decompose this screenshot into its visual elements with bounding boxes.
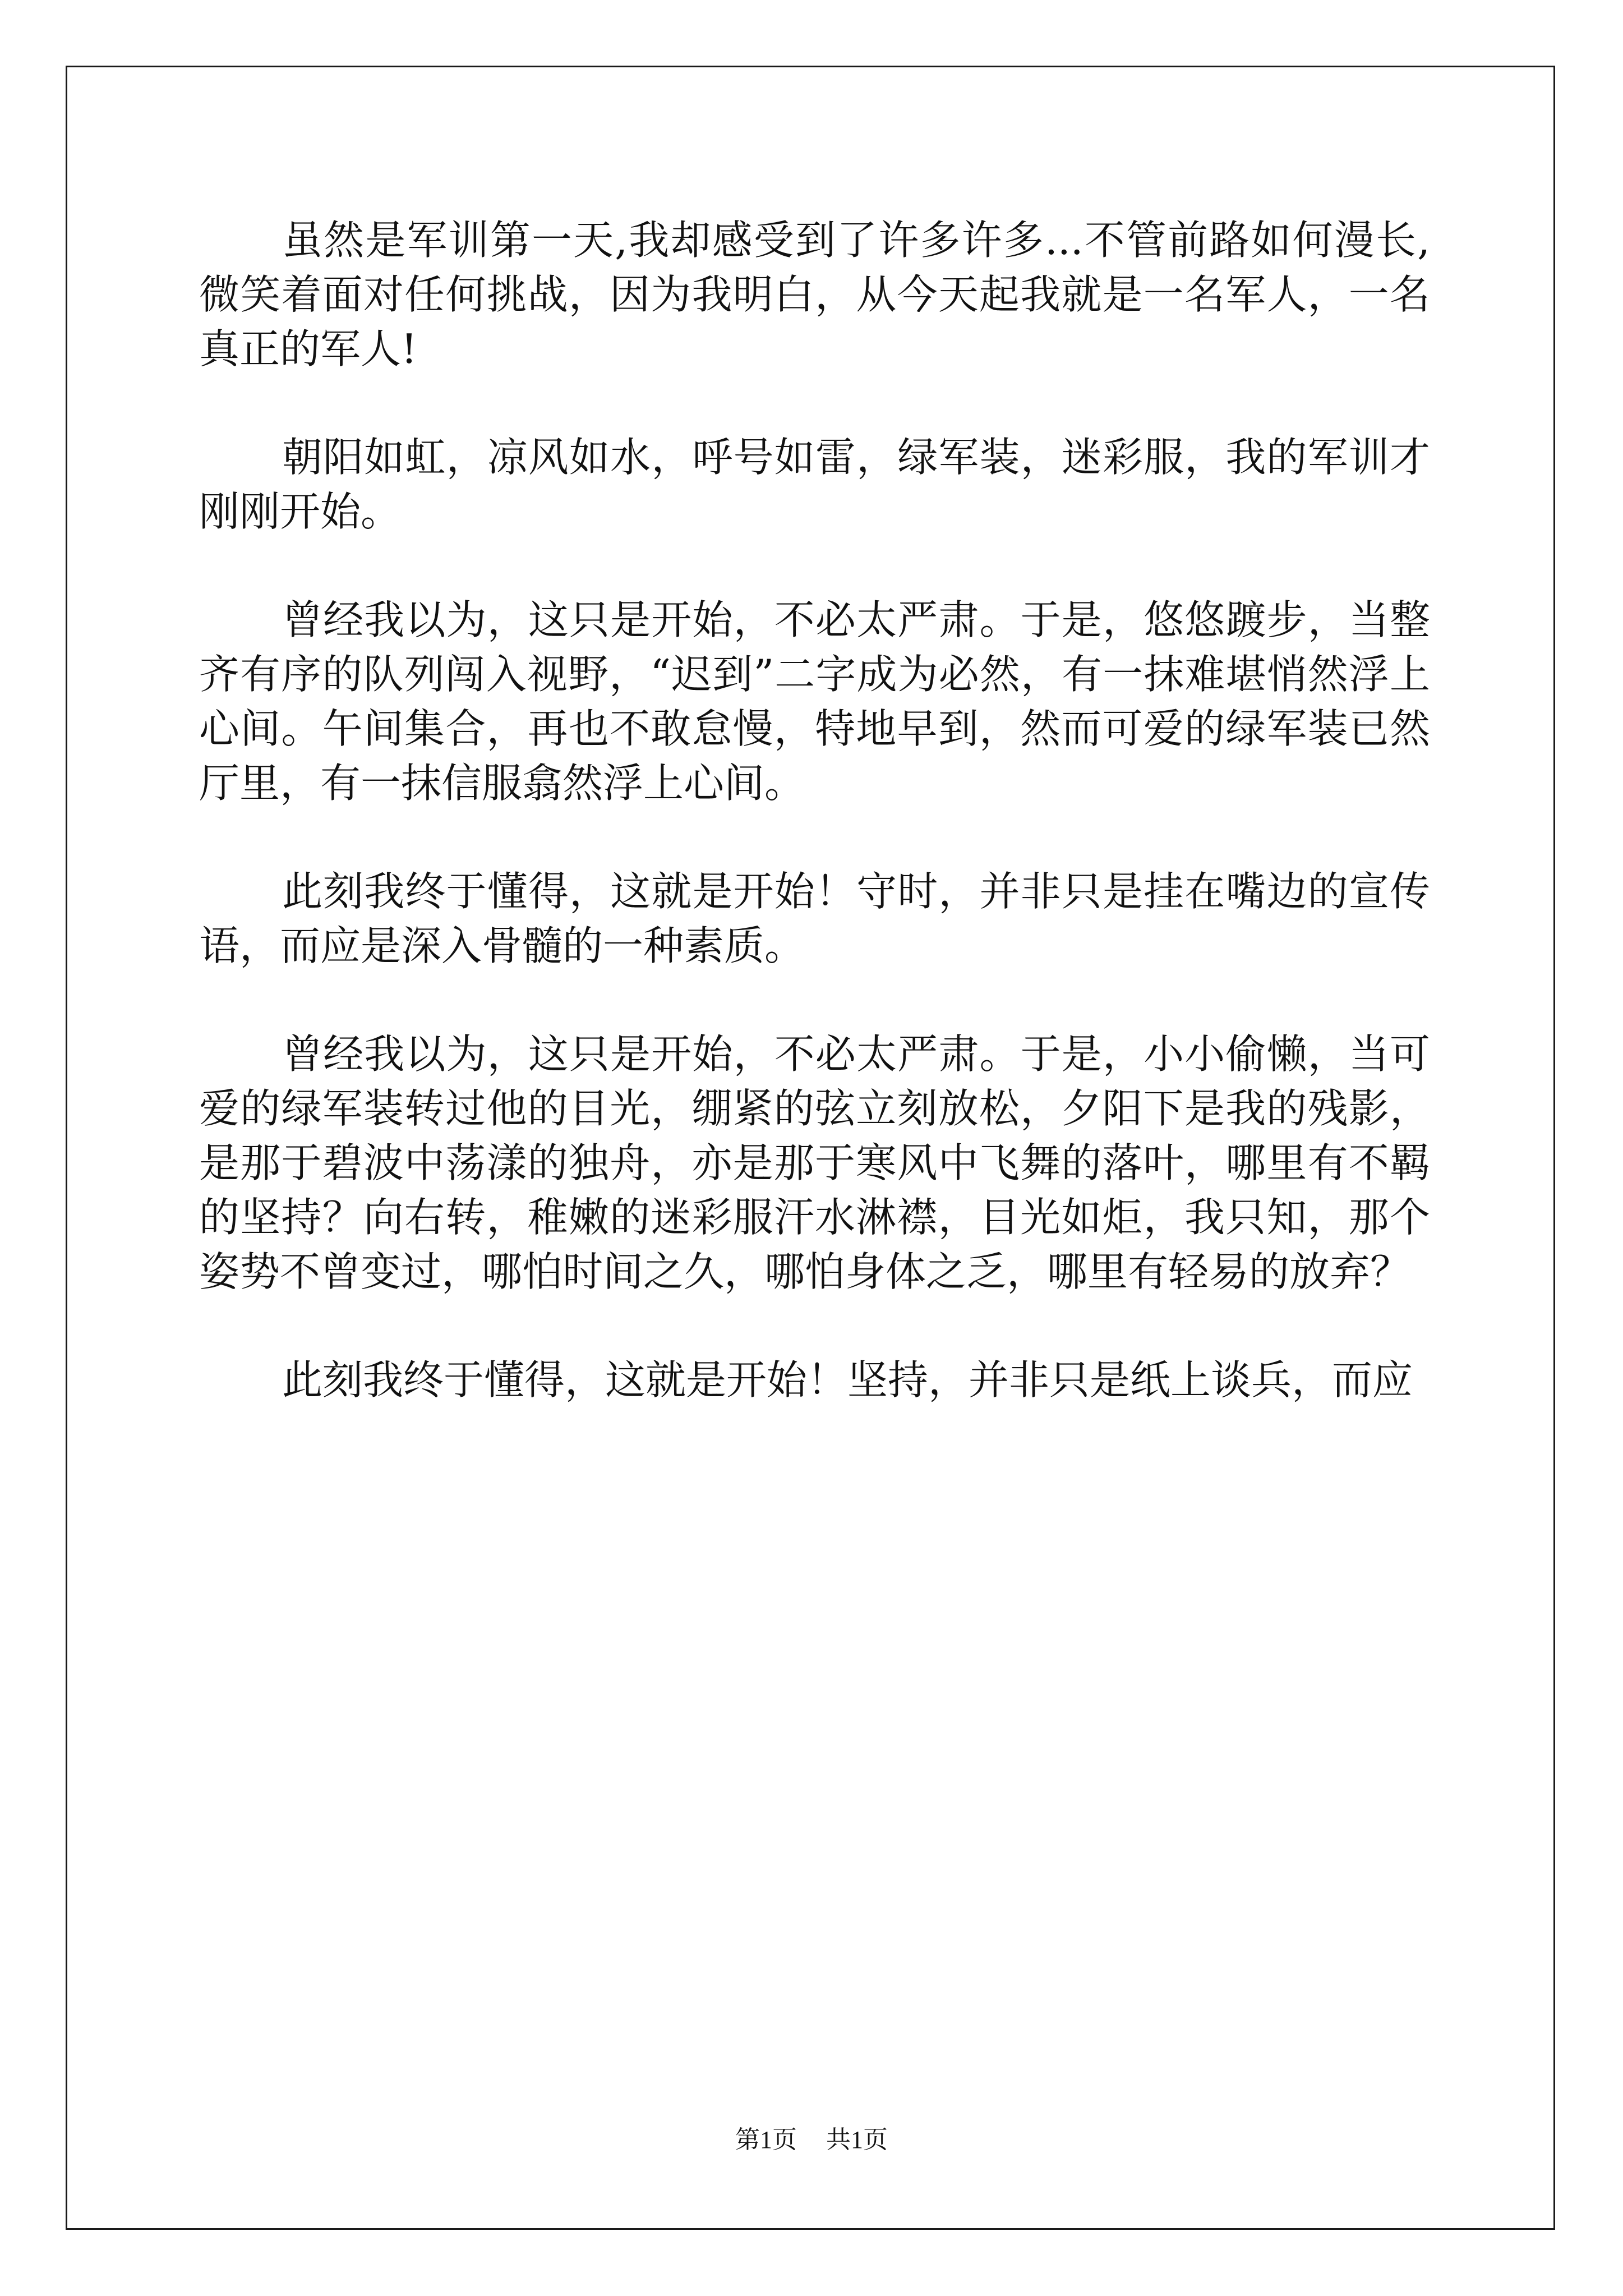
paragraph-4: 此刻我终于懂得，这就是开始！守时，并非只是挂在嘴边的宣传语，而应是深入骨髓的一种素质。 (199, 868, 1430, 969)
page-number-total: 共1页 (826, 2126, 888, 2154)
paragraph-2: 朝阳如虹，凉风如水，呼号如雷，绿军装，迷彩服，我的军训才刚刚开始。 (199, 434, 1430, 535)
paragraph-6: 此刻我终于懂得，这就是开始！坚持，并非只是纸上谈兵，而应 (282, 1356, 1413, 1404)
paragraph-1: 虽然是军训第一天,我却感受到了许多许多...不管前路如何漫长,微笑着面对任何挑战，因为我明白，从今天起我就是一名军人，一名真正的军人! (199, 217, 1430, 372)
document-body (199, 213, 1430, 1407)
paragraph-3: 曾经我以为，这只是开始，不必太严肃。于是，悠悠踱步，当整齐有序的队列闯入视野，“迟到”二字成为必然，有一抹难堪悄然浮上心间。午间集合，再也不敢怠慢，特地早到，然而可爱的绿军装已然厅里，有一抹信服翕然浮上心间。 (199, 596, 1430, 807)
page-number-current: 第1页 (735, 2126, 797, 2154)
paragraph-5: 曾经我以为，这只是开始，不必太严肃。于是，小小偷懒，当可爱的绿军装转过他的目光，绷紧的弦立刻放松，夕阳下是我的残影，是那于碧波中荡漾的独舟，亦是那于寒风中飞舞的落叶，哪里有不羁的坚持？向右转，稚嫩的迷彩服汗水淋襟，目光如炬，我只知，那个姿势不曾变过，哪怕时间之久，哪怕身体之乏，哪里有轻易的放弃？ (199, 1030, 1430, 1295)
page-footer (0, 2119, 1623, 2155)
